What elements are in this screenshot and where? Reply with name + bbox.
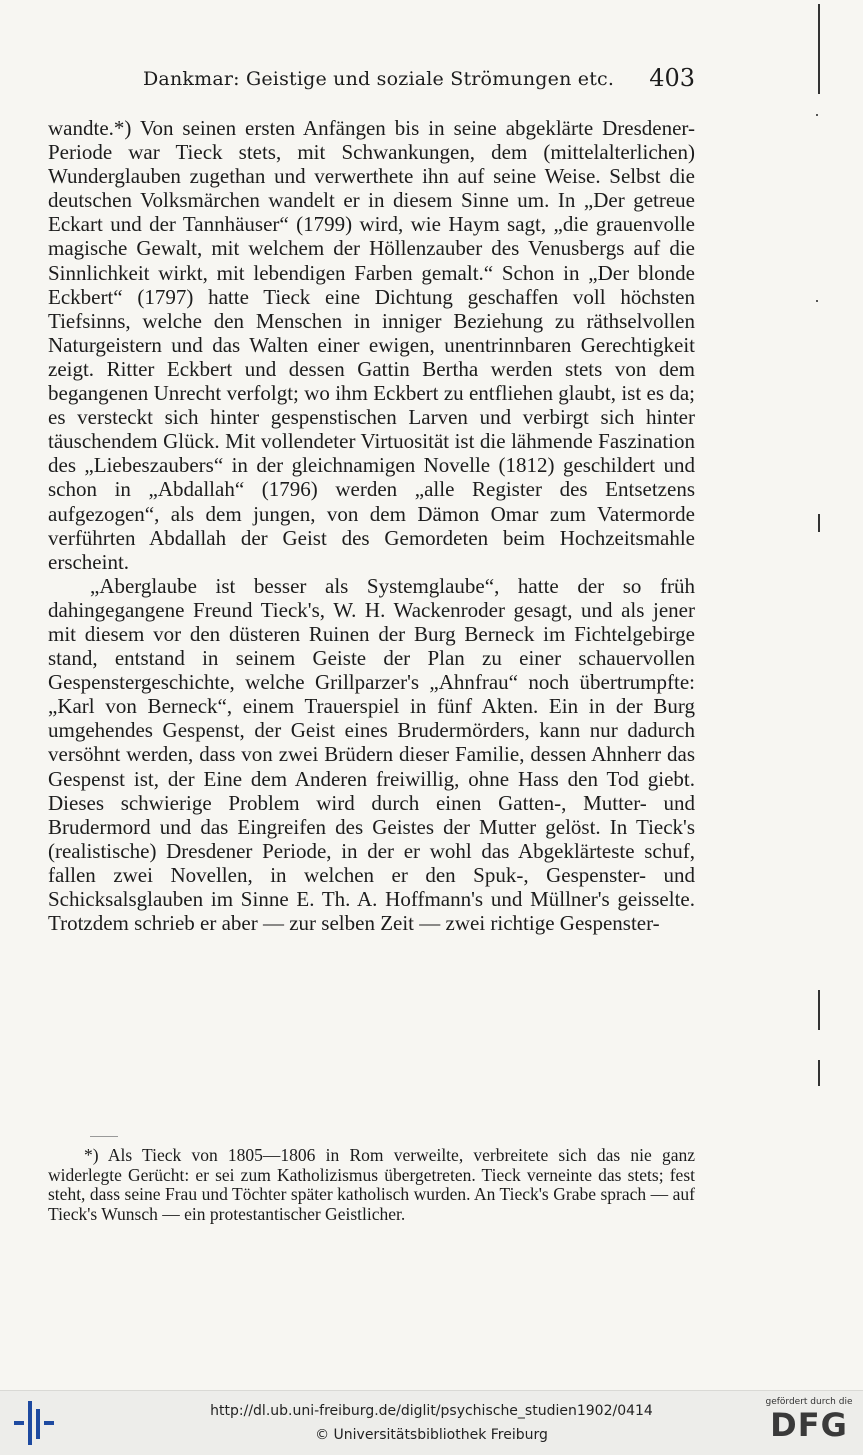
permalink-url[interactable]: http://dl.ub.uni-freiburg.de/diglit/psychische_studien1902/0414 bbox=[210, 1403, 653, 1419]
copyright-notice: © Universitätsbibliothek Freiburg bbox=[315, 1427, 548, 1443]
dfg-caption: gefördert durch die bbox=[765, 1397, 853, 1407]
paragraph-2: „Aberglaube ist besser als Systemglaube“, hatte der so früh dahingegangene Freund Tieck's, W. H. Wackenroder gesagt, und als jener mit diesem vor den düsteren Ruinen der Burg Berneck im Fichtelgebirge stand, entstand in seinem Geiste der Plan zu einer schauervollen Gespenstergeschichte, welche Grillparzer's „Ahnfrau“ noch übertrumpfte: „Karl von Berneck“, einem Trauerspiel in fünf Akten. Ein in der Burg umgehendes Gespenst, der Geist eines Brudermörders, kann nur dadurch versöhnt werden, dass von zwei Brüdern dieser Familie, dessen Ahnherr das Gespenst ist, der Eine dem Anderen freiwillig, ohne Hass den Tod giebt. Dieses schwierige Problem wird durch einen Gatten-, Mutter- und Brudermord und das Eingreifen des Geistes der Mutter gelöst. In Tieck's (realistische) Dresdener Periode, in der er wohl das Abgeklärteste schuf, fallen zwei Novellen, in welchen er den Spuk-, Gespenster- und Schicksalsglauben im Sinne E. Th. A. Hoffmann's und Müllner's geisselte. Trotzdem schrieb er aber — zur selben Zeit — zwei richtige Gespenster- bbox=[48, 573, 695, 936]
running-title: Dankmar: Geistige und soziale Strömungen etc. bbox=[143, 68, 615, 90]
paragraph-1: wandte.*) Von seinen ersten Anfängen bis in seine abgeklärte Dresdener-Periode war Tieck stets, mit Schwankungen, dem (mittelalterlichen) Wunderglauben zugethan und verwerthete ihn auf seine Weise. Selbst die deutschen Volksmärchen wandelt er in diesem Sinne um. In „Der getreue Eckart und der Tannhäuser“ (1799) wird, wie Haym sagt, „die grauenvolle magische Gewalt, mit welchem der Höllenzauber des Venusbergs auf die Sinnlichkeit wirkt, mit lebendigen Farben gemalt.“ Schon in „Der blonde Eckbert“ (1797) hatte Tieck eine Dichtung geschaffen voll höchsten Tiefsinns, welche den Menschen in inniger Beziehung zu räthselvollen Naturgeistern und das Walten einer ewigen, unentrinnbaren Gerechtigkeit zeigt. Ritter Eckbert und dessen Gattin Bertha werden stets von dem begangenen Unrecht verfolgt; wo ihm Eckbert zu entfliehen glaubt, ist es da; es versteckt sich hinter gespenstischen Larven und verbirgt sich hinter täuschendem Glück. Mit vollendeter Virtuosität ist die lähmende Faszination des „Liebeszaubers“ in der gleichnamigen Novelle (1812) geschildert und schon in „Abdallah“ (1796) werden „alle Register des Entsetzens aufgezogen“, als dem jungen, von dem Dämon Omar zum Vatermorde verführten Abdallah der Geist des Gemordeten beim Hochzeitsmahle erscheint. bbox=[48, 116, 695, 574]
body-text bbox=[48, 116, 695, 935]
footnote: *) Als Tieck von 1805—1806 in Rom verweilte, verbreitete sich das nie ganz widerlegte Gerücht: er sei zum Katholizismus übergetreten. Tieck verneinte das stets; fest steht, dass seine Frau und Töchter später katholisch wurden. An Tieck's Grabe sprach — auf Tieck's Wunsch — ein protestantischer Geistlicher. bbox=[48, 1145, 695, 1224]
viewer-footer bbox=[0, 1390, 863, 1455]
dfg-logo bbox=[763, 1397, 855, 1443]
footnote-rule bbox=[90, 1136, 118, 1137]
margin-marks bbox=[812, 0, 832, 1390]
page-number: 403 bbox=[649, 64, 695, 92]
running-head bbox=[48, 64, 695, 94]
dfg-logo-text: DFG bbox=[770, 1406, 848, 1444]
